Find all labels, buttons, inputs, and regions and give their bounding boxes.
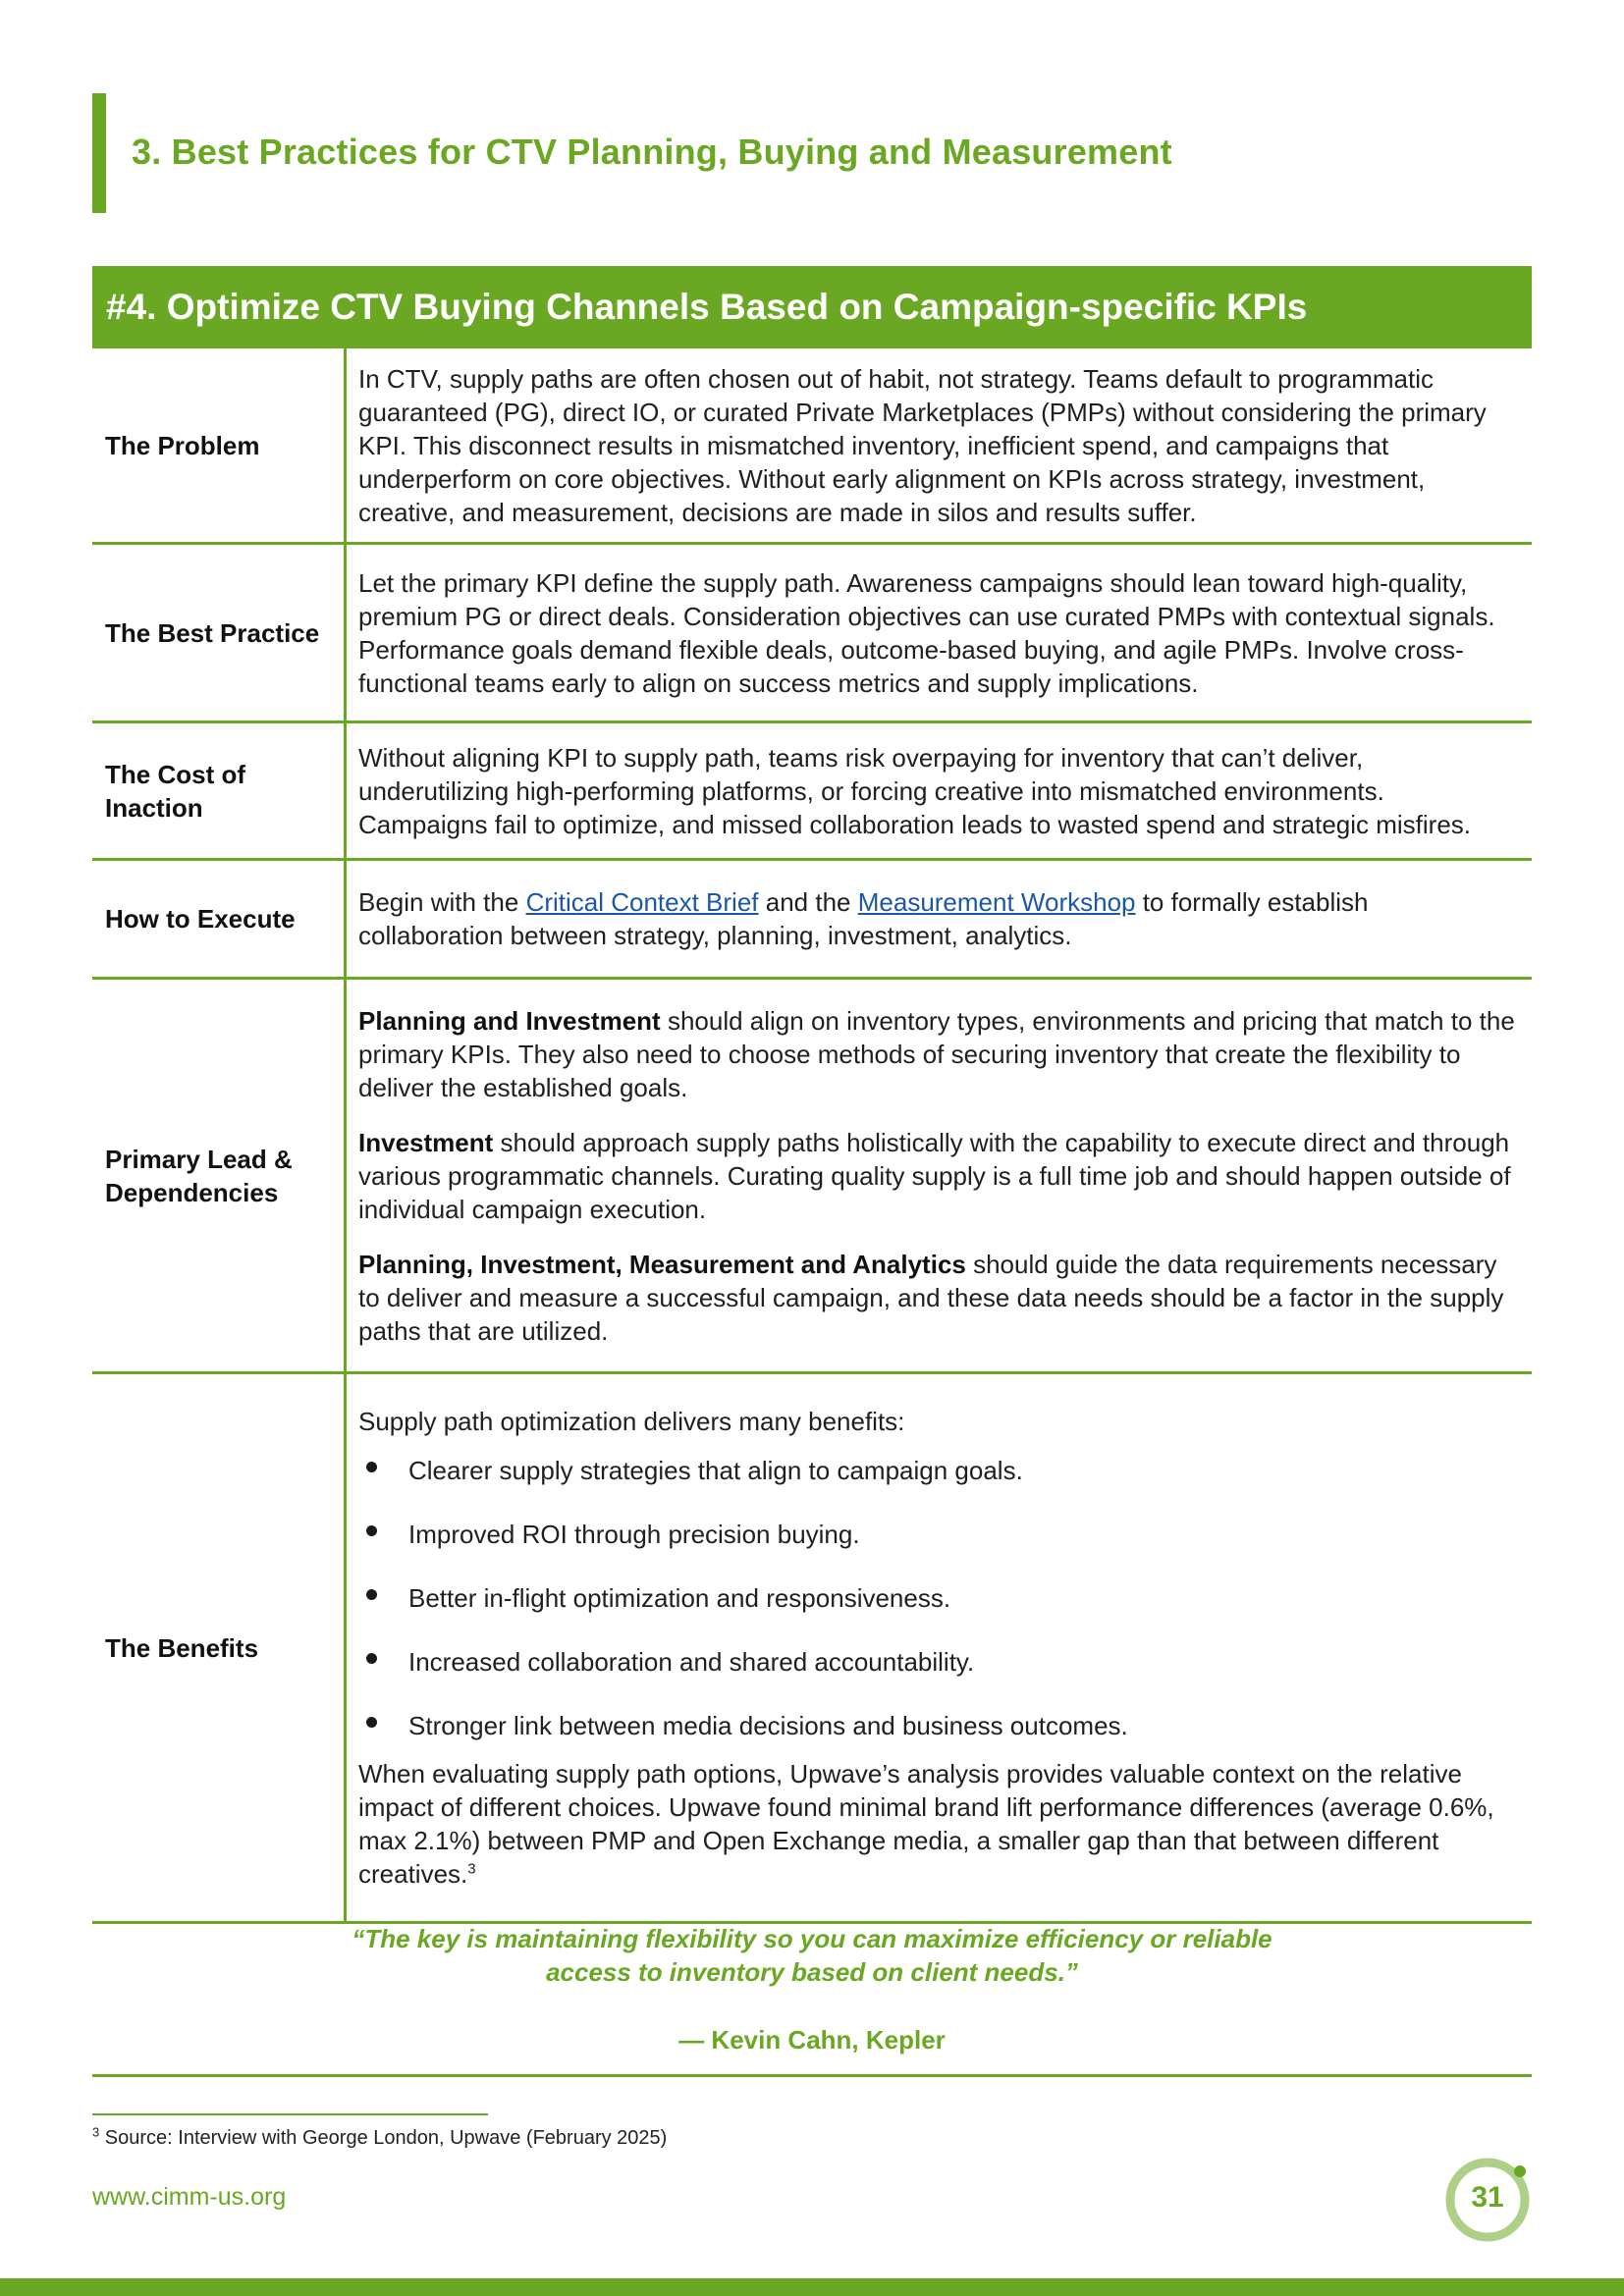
pull-quote — [92, 1922, 1532, 1989]
lead-paragraph-bold: Planning, Investment, Measurement and Analytics — [358, 1249, 966, 1279]
how-to-execute-text — [358, 885, 1520, 952]
bullet-icon — [366, 1653, 377, 1664]
row-content — [347, 348, 1532, 542]
page-number: 31 — [1471, 2181, 1504, 2214]
benefit-text: Better in-flight optimization and responsiveness. — [408, 1582, 951, 1613]
row-cost-of-inaction — [92, 723, 1532, 861]
quote-line: “The key is maintaining flexibility so you can maximize efficiency or reliable — [352, 1924, 1272, 1953]
quote-attribution: — Kevin Cahn, Kepler — [678, 2025, 946, 2055]
execute-text-after: to formally establish collaboration between strategy, planning, investment, analytics. — [358, 887, 1369, 950]
row-best-practice — [92, 545, 1532, 723]
lead-paragraph — [358, 1004, 1520, 1104]
bullet-icon — [366, 1525, 377, 1536]
execute-text-before: Begin with the — [358, 887, 526, 917]
footnote — [92, 2124, 668, 2150]
lead-paragraph-bold: Planning and Investment — [358, 1005, 661, 1036]
bottom-accent-band — [0, 2278, 1624, 2296]
list-item — [358, 1629, 1520, 1693]
best-practice-table — [92, 266, 1532, 1924]
footnote-number: 3 — [92, 2124, 100, 2140]
list-item — [358, 1566, 1520, 1629]
benefit-text: Improved ROI through precision buying. — [408, 1519, 860, 1549]
row-label: The Cost of Inaction — [92, 723, 347, 858]
row-content — [347, 1374, 1532, 1921]
row-how-to-execute — [92, 861, 1532, 980]
measurement-workshop-link[interactable]: Measurement Workshop — [857, 887, 1136, 917]
benefit-text: Stronger link between media decisions and business outcomes. — [408, 1710, 1128, 1740]
row-primary-lead — [92, 980, 1532, 1374]
row-label: Primary Lead & Dependencies — [92, 980, 347, 1371]
benefits-closing-text: When evaluating supply path options, Upwave’s analysis provides valuable context on the relative impact of different choices. Upwave found minimal brand lift performance differences (average 0.6%, max 2.1%) between PMP and Open Exchange media, a smaller gap than that between different creatives. — [358, 1759, 1494, 1889]
benefit-text: Increased collaboration and shared accountability. — [408, 1646, 975, 1677]
row-content — [347, 980, 1532, 1371]
bullet-icon — [366, 1462, 377, 1472]
critical-context-brief-link[interactable]: Critical Context Brief — [525, 887, 759, 917]
footnote-text: Source: Interview with George London, Upwave (February 2025) — [99, 2127, 668, 2149]
row-content — [347, 723, 1532, 858]
problem-text: In CTV, supply paths are often chosen out of habit, not strategy. Teams default to programmatic guaranteed (PG), direct IO, or curated Private Marketplaces (PMPs) without considering the primary KPI. This disconnect results in mismatched inventory, inefficient spend, and campaigns that underperform on core objectives. Without early alignment on KPIs across strategy, investment, creative, and measurement, decisions are made in silos and results suffer. — [358, 363, 1487, 527]
list-item — [358, 1502, 1520, 1566]
benefit-text: Clearer supply strategies that align to campaign goals. — [408, 1455, 1023, 1485]
row-label: The Benefits — [92, 1374, 347, 1921]
section-title: 3. Best Practices for CTV Planning, Buying and Measurement — [132, 132, 1172, 172]
row-label: How to Execute — [92, 861, 347, 977]
bullet-icon — [366, 1717, 377, 1728]
lead-paragraph — [358, 1126, 1520, 1226]
footnote-divider — [92, 2113, 488, 2115]
row-problem — [92, 348, 1532, 545]
lead-paragraph-text: should guide the data requirements necessary to deliver and measure a successful campaign, and these data needs should be a factor in the supply paths that are utilized. — [358, 1249, 1504, 1346]
row-benefits — [92, 1374, 1532, 1924]
execute-text-middle: and the — [758, 887, 858, 917]
lead-paragraph-text: should approach supply paths holistically with the capability to execute direct and through various programmatic channels. Curating quality supply is a full time job and should happen outside of individual campaign execution. — [358, 1127, 1511, 1224]
row-content — [347, 545, 1532, 721]
row-label: The Best Practice — [92, 545, 347, 721]
row-content — [347, 861, 1532, 977]
benefits-closing — [358, 1757, 1520, 1891]
best-practice-text: Let the primary KPI define the supply path. Awareness campaigns should lean toward high-quality, premium PG or direct deals. Consideration objectives can use curated PMPs with contextual signals. Performance goals demand flexible deals, outcome-based buying, and agile PMPs. Involve cross-functional teams early to align on success metrics and supply implications. — [358, 567, 1495, 698]
cost-of-inaction-text: Without aligning KPI to supply path, teams risk overpaying for inventory that can’t deliver, underutilizing high-performing platforms, or forcing creative into mismatched environments. Campaigns fail to optimize, and missed collaboration leads to wasted spend and strategic misfires. — [358, 742, 1472, 839]
website-link[interactable]: www.cimm-us.org — [92, 2183, 287, 2211]
lead-paragraph-text: should align on inventory types, environments and pricing that match to the primary KPIs. They also need to choose methods of securing inventory that create the flexibility to deliver the established goals. — [358, 1005, 1515, 1102]
table-header: #4. Optimize CTV Buying Channels Based on Campaign-specific KPIs — [92, 266, 1532, 348]
lead-paragraph — [358, 1248, 1520, 1348]
benefits-list — [358, 1438, 1520, 1757]
benefits-intro: Supply path optimization delivers many benefits: — [358, 1407, 905, 1436]
footnote-reference[interactable]: 3 — [467, 1860, 476, 1878]
list-item — [358, 1438, 1520, 1502]
row-label: The Problem — [92, 348, 347, 542]
section-accent-bar — [92, 93, 106, 213]
list-item — [358, 1693, 1520, 1757]
quote-line: access to inventory based on client needs.” — [546, 1957, 1078, 1987]
quote-divider — [92, 2074, 1532, 2077]
bullet-icon — [366, 1589, 377, 1600]
lead-paragraph-bold: Investment — [358, 1127, 494, 1157]
